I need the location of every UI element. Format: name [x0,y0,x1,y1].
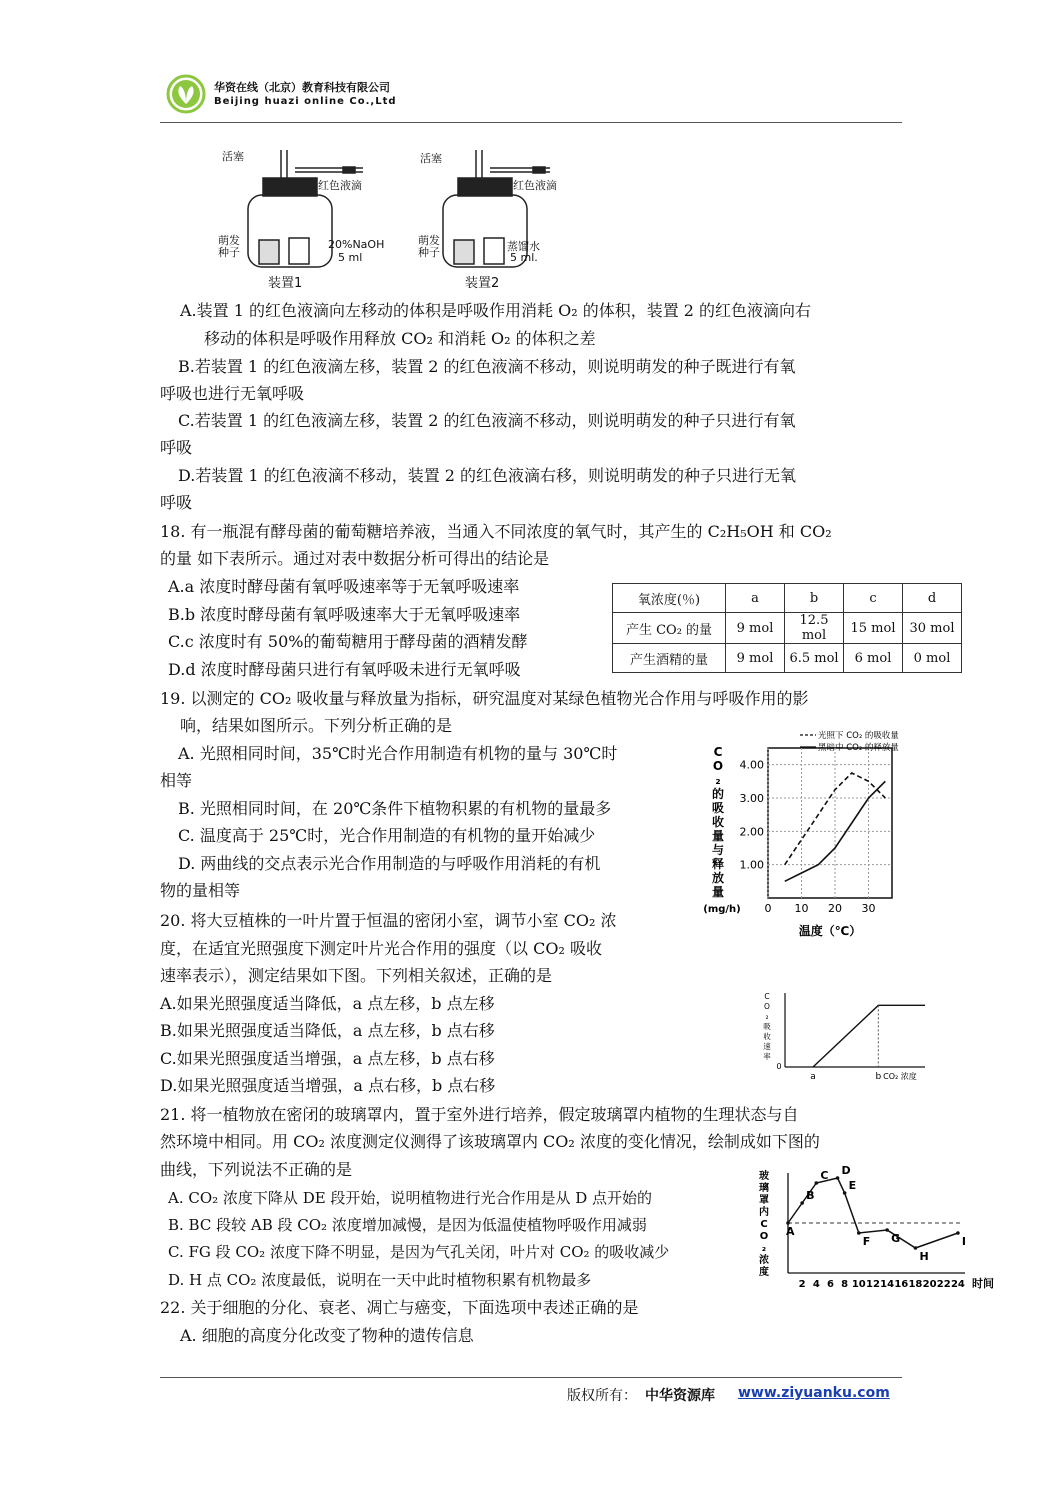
q18-option-b: B.b 浓度时酵母菌有氧呼吸速率大于无氧呼吸速率 [168,605,521,624]
y-axis-label-char: 吸 [763,1022,771,1031]
q18-option-c: C.c 浓度时有 50%的葡萄糖用于酵母菌的酒精发酵 [168,632,528,651]
q17-option-a-line2: 移动的体积是呼吸作用释放 CO₂ 和消耗 O₂ 的体积之差 [204,329,596,348]
y-axis-label-char: ₂ [765,1012,769,1021]
q19-stem-line1: 19. 以测定的 CO₂ 吸收量与释放量为指标，研究温度对某绿色植物光合作用与呼吸作用的影 [160,689,809,708]
x-tick-label: 20 [828,902,843,915]
q20-option-d: D.如果光照强度适当增强，a 点右移，b 点右移 [160,1076,496,1095]
table-cell: a [726,584,785,613]
y-axis-label-char: ₂ [715,773,721,787]
table-cell: 30 mol [903,613,962,644]
q17-option-d-line2: 呼吸 [160,493,193,512]
y-axis-label-char: 收 [763,1032,771,1041]
y-axis-label-char: 玻 [759,1171,769,1182]
x-axis-label: 温度（℃） [798,924,862,938]
table-cell: b [785,584,844,613]
q19-option-c: C. 温度高于 25℃时，光合作用制造的有机物的量开始减少 [178,826,596,845]
device2-label: 装置2 [465,276,500,291]
q19-option-d-line2: 物的量相等 [160,881,241,900]
temperature-chart [700,730,910,945]
x-tick-label: 4 [812,1279,820,1290]
data-point [914,1246,918,1250]
naoh-label: 20%NaOH [328,238,385,251]
x-axis-label: CO₂ 浓度 [883,1072,917,1081]
q19-option-d-line1: D. 两曲线的交点表示光合作用制造的与呼吸作用消耗的有机 [178,854,601,873]
y-axis-label-char: O [759,1231,769,1242]
q20-option-c: C.如果光照强度适当增强，a 点左移，b 点右移 [160,1049,495,1068]
x-tick-label: 2 [798,1279,806,1290]
q21-option-b: B. BC 段较 AB 段 CO₂ 浓度增加减慢，是因为低温使植物呼吸作用减弱 [168,1216,647,1234]
x-tick-label: 22 [936,1279,951,1290]
water-label: 蒸馏水 [507,240,540,253]
absorption-rate-line [813,1005,925,1067]
q21-stem-line3: 曲线，下列说法不正确的是 [160,1160,353,1179]
y-tick-label: 1.00 [739,858,764,872]
q22-option-a: A. 细胞的高度分化改变了物种的遗传信息 [180,1326,474,1345]
q19-option-b: B. 光照相同时间，在 20℃条件下植物积累的有机物的量最多 [178,799,612,818]
data-point [815,1181,819,1185]
q20-stem-line1: 20. 将大豆植株的一叶片置于恒温的密闭小室，调节小室 CO₂ 浓 [160,911,617,930]
point-label: G [891,1232,901,1245]
y-axis-label-char: C [713,745,723,759]
data-point [956,1231,960,1235]
y-axis-label-char: C [760,1219,768,1230]
y-axis-label-char: O [712,759,724,773]
point-label: D [841,1165,851,1177]
data-point [857,1231,861,1235]
table-cell: 9 mol [726,613,785,644]
y-axis-label-char: 吸 [711,801,725,815]
point-b-label: b [875,1072,882,1082]
seed-label-1: 萌发 种子 [218,234,240,259]
y-axis-label-char: 率 [763,1052,771,1061]
footer-site-name: 中华资源库 [645,1388,715,1404]
q18-option-a: A.a 浓度时酵母菌有氧呼吸速率等于无氧呼吸速率 [168,577,520,596]
y-axis-label-char: 浓 [759,1255,769,1266]
point-label: I [961,1235,967,1248]
data-point [843,1191,847,1195]
table-row [613,644,962,673]
valve-label-1: 活塞 [222,150,244,163]
data-point [885,1228,889,1232]
point-label: H [919,1250,929,1263]
table-cell: 产生 CO₂ 的量 [613,613,726,644]
y-tick-label: 2.00 [739,825,764,839]
table-cell: d [903,584,962,613]
table-cell: 产生酒精的量 [613,644,726,673]
x-tick-label: 0 [764,902,772,915]
data-point [836,1176,840,1180]
x-tick-label: 6 [826,1279,834,1290]
valve-label-2: 活塞 [420,152,442,165]
x-tick-label: 8 [841,1279,849,1290]
light-absorption-line [785,773,886,865]
q19-stem-line2: 响，结果如图所示。下列分析正确的是 [180,716,453,735]
point-label: E [848,1179,857,1192]
company-name-cn: 华资在线（北京）教育科技有限公司 [214,81,390,94]
device-figure [215,140,555,290]
q17-option-c-line2: 呼吸 [160,438,193,457]
table-cell: 6 mol [844,644,903,673]
q18-stem-line1: 18. 有一瓶混有酵母菌的葡萄糖培养液，当通入不同浓度的氧气时，其产生的 C₂H₅OH 和 CO₂ [160,522,832,541]
x-tick-label: 16 [894,1279,909,1290]
q17-option-b-line1: B.若装置 1 的红色液滴左移，装置 2 的红色液滴不移动，则说明萌发的种子既进行有氧 [178,357,796,376]
y-axis-label-char: 内 [759,1207,769,1218]
data-point [800,1201,804,1205]
x-tick-label: 24 [950,1279,965,1290]
q19-option-a-line1: A. 光照相同时间，35℃时光合作用制造有机物的量与 30℃时 [178,744,618,763]
table-row [613,613,962,644]
red-drop-label-1: 红色液滴 [318,179,362,192]
header-rule [160,122,902,123]
q20-stem-line3: 速率表示），测定结果如下图。下列相关叙述，正确的是 [160,966,553,985]
naoh-volume: 5 ml [338,251,363,264]
company-logo [166,74,206,114]
q17-option-a-line1: A.装置 1 的红色液滴向左移动的体积是呼吸作用消耗 O₂ 的体积，装置 2 的红色液滴向右 [180,301,812,320]
y-axis-label-char: 释 [711,857,725,871]
y-axis-label-char: 璃 [759,1183,769,1194]
q21-option-d: D. H 点 CO₂ 浓度最低，说明在一天中此时植物积累有机物最多 [168,1271,592,1289]
x-tick-label: 20 [922,1279,937,1290]
table-cell: 15 mol [844,613,903,644]
x-tick-label: 10 [794,902,809,915]
y-axis-label-char: 收 [711,815,725,829]
oxygen-table [612,583,962,673]
q21-option-c: C. FG 段 CO₂ 浓度下降不明显，是因为气孔关闭，叶片对 CO₂ 的吸收减少 [168,1243,670,1261]
point-label: B [806,1189,815,1202]
q18-stem-line2: 的量 如下表所示。通过对表中数据分析可得出的结论是 [160,549,550,568]
y-axis-label-char: 放 [711,871,725,885]
origin-label: 0 [776,1062,782,1071]
y-axis-label-char: ₂ [761,1243,767,1254]
y-axis-label-char: 度 [759,1267,769,1278]
x-tick-label: 10 [851,1279,866,1290]
legend-label: 黑暗中 CO₂ 的释放量 [818,743,899,753]
table-cell: 6.5 mol [785,644,844,673]
footer-rule [160,1377,902,1378]
seed-label-2: 萌发 种子 [418,234,440,259]
y-axis-label-char: 与 [711,843,725,857]
y-axis-label-char: 速 [763,1042,771,1051]
q22-stem: 22. 关于细胞的分化、衰老、凋亡与癌变，下面选项中表述正确的是 [160,1298,639,1317]
q21-option-a: A. CO₂ 浓度下降从 DE 段开始，说明植物进行光合作用是从 D 点开始的 [168,1189,653,1207]
x-axis-label: 时间 [972,1277,994,1290]
q21-stem-line2: 然环境中相同。用 CO₂ 浓度测定仪测得了该玻璃罩内 CO₂ 浓度的变化情况，绘制成如下图的 [160,1132,820,1151]
co2-concentration-chart [755,985,930,1085]
table-cell: 氧浓度(％) [613,584,726,613]
device1-label: 装置1 [268,276,303,291]
y-axis-label-char: O [764,1002,770,1011]
q19-option-a-line2: 相等 [160,771,193,790]
q17-option-c-line1: C.若装置 1 的红色液滴左移，装置 2 的红色液滴不移动，则说明萌发的种子只进行有氧 [178,411,796,430]
y-tick-label: 3.00 [739,792,764,805]
red-drop-label-2: 红色液滴 [513,179,557,192]
table-cell: 0 mol [903,644,962,673]
table-row [613,584,962,613]
y-tick-label: 4.00 [739,758,764,772]
q17-option-d-line1: D.若装置 1 的红色液滴不移动，装置 2 的红色液滴右移，则说明萌发的种子只进行无氧 [178,466,797,485]
q20-stem-line2: 度，在适宜光照强度下测定叶片光合作用的强度（以 CO₂ 吸收 [160,939,602,958]
y-axis-label-char: 量 [711,829,725,843]
footer-site-url[interactable]: www.ziyuanku.com [738,1385,890,1401]
point-label: C [820,1169,829,1182]
x-tick-label: 30 [861,902,876,915]
company-name-en: Beijing huazi online Co.,Ltd [214,96,397,107]
y-axis-label-char: C [764,992,770,1001]
y-axis-label-char: 的 [711,787,725,801]
y-axis-label-char: 罩 [759,1195,769,1206]
q18-option-d: D.d 浓度时酵母菌只进行有氧呼吸未进行无氧呼吸 [168,660,521,679]
table-cell: c [844,584,903,613]
plot-frame [768,748,892,898]
legend-label: 光照下 CO₂ 的吸收量 [818,731,899,741]
q21-stem-line1: 21. 将一植物放在密闭的玻璃罩内，置于室外进行培养，假定玻璃罩内植物的生理状态与自 [160,1105,799,1124]
x-tick-label: 12 [865,1279,880,1290]
point-label: A [786,1225,795,1238]
q20-option-a: A.如果光照强度适当降低，a 点左移，b 点左移 [160,994,495,1013]
x-tick-label: 14 [880,1279,895,1290]
y-axis-unit: (mg/h) [703,904,741,915]
point-label: F [862,1235,871,1248]
water-volume: 5 ml. [510,251,538,264]
y-axis-label-char: 量 [711,885,725,899]
q17-option-b-line2: 呼吸也进行无氧呼吸 [160,384,305,403]
q20-option-b: B.如果光照强度适当降低，a 点左移，b 点右移 [160,1021,495,1040]
footer-copyright-prefix: 版权所有： [567,1388,637,1404]
table-cell: 12.5 mol [785,613,844,644]
daily-co2-chart [750,1165,1000,1300]
x-tick-label: 18 [908,1279,923,1290]
table-cell: 9 mol [726,644,785,673]
point-a-label: a [810,1072,816,1082]
